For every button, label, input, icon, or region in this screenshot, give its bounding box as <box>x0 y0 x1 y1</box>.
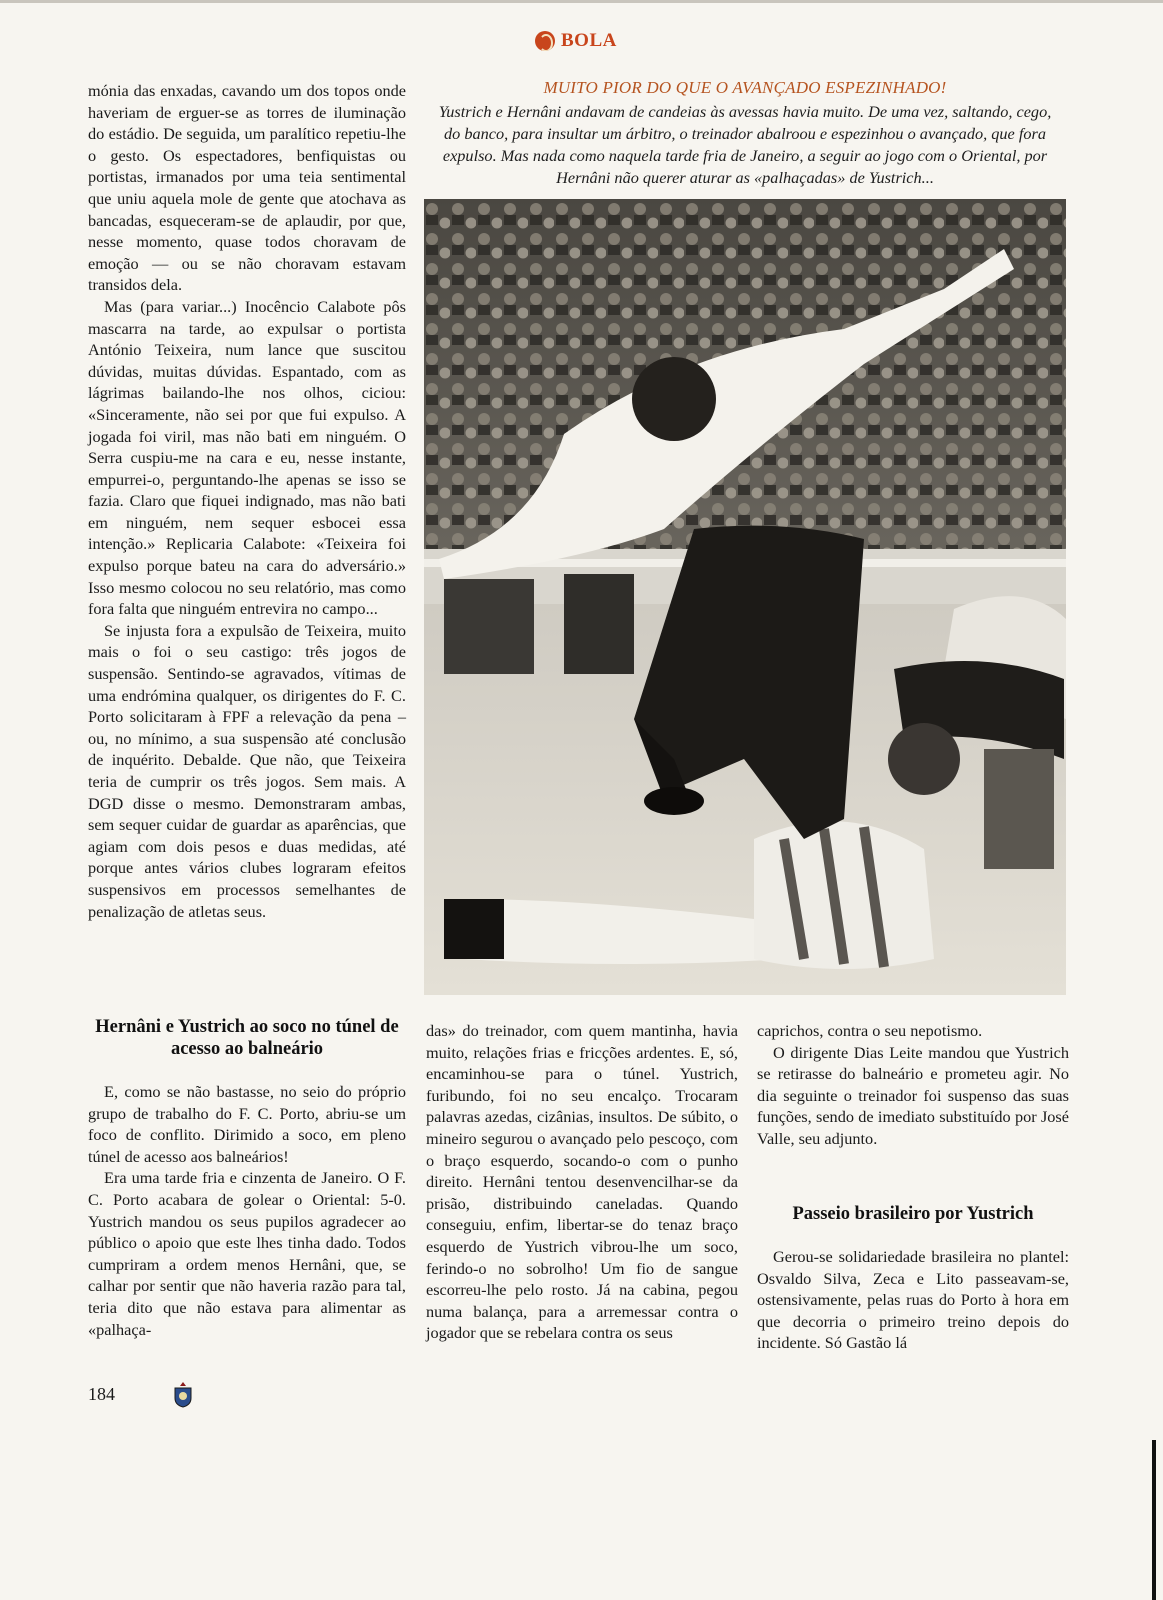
photo-caption-text: Yustrich e Hernâni andavam de candeias às avessas havia muito. De uma vez, saltando, cego, do banco, para insultar um árbitro, o treinador abalroou e espezinhou o avançado, que fora expulso. Mas nada como naquela tarde fria de Janeiro, a seguir ao jogo com o Oriental, por Hernâni não querer aturar as «palhaçadas» de Yustrich... <box>438 102 1052 187</box>
column-3-lower <box>757 1246 1069 1354</box>
paragraph: Era uma tarde fria e cinzenta de Janeiro. O F. C. Porto acabara de golear o Oriental: 5-0. Yustrich mandou os seus pupilos agradecer ao público o apoio que este lhes tinha dado. Todos cumpriram a ordem menos Hernâni, que, se calhar por sentir que não haveria razão para tal, teria dito que não estava para alimentar as «palhaça- <box>88 1168 406 1339</box>
page-number: 184 <box>88 1384 115 1404</box>
page-top-edge <box>0 0 1163 3</box>
masthead <box>535 30 617 52</box>
paragraph: das» do treinador, com quem mantinha, havia muito, relações frias e fricções ardentes. E, só, encaminhou-se para o túnel. Yustrich, furibundo, foi no seu encalço. Trocaram palavras azedas, cizânias, insultos. De súbito, o mineiro segurou o avançado pelo pescoço, com o braço esquerdo, socando-o com o punho direito. Hernâni tentou desenvencilhar-se da prisão, distribuindo caneladas. Quando conseguiu, enfim, libertar-se do tenaz braço esquerdo de Yustrich vibrou-lhe um soco, ferindo-o no sobrolho! Um fio de sangue escorreu-lhe pelo rosto. Já na cabina, pegou numa balança, para a arremessar contra o jogador que se rebelara contra os seus <box>426 1021 738 1343</box>
column-3 <box>757 1020 1069 1150</box>
photo-caption-title: MUITO PIOR DO QUE O AVANÇADO ESPEZINHADO! <box>543 78 947 97</box>
paragraph: Se injusta fora a expulsão de Teixeira, muito mais o foi o seu castigo: três jogos de suspensão. Sentindo-se agravados, vítimas de uma endrómina qualquer, os dirigentes do F. C. Porto solicitaram à FPF a relevação da pena – ou, no mínimo, a sua suspensão até conclusão de inquérito. Debalde. Que não, que Teixeira teria de cumprir os três jogos. Sem mais. A DGD disse o mesmo. Demonstraram ambas, sem sequer cuidar de guardar as aparências, que agiam com dois pesos e duas medidas, até porque antes vários clubes lograram efeitos suspensivos em processos semelhantes de penalização de atletas seus. <box>88 620 406 921</box>
masthead-brand: BOLA <box>561 30 617 51</box>
paragraph: mónia das enxadas, cavando um dos topos onde haveriam de erguer-se as torres de iluminação do estádio. De seguida, um paralítico repetiu-lhe o gesto. Os espectadores, benfiquistas ou portistas, irmanados por uma teia sentimental que uniu aquela mole de gente que atochava as bancadas, esqueceram-se de aplaudir, por que, nesse momento, quase todos choravam de emoção — ou se não choravam estavam transidos dela. <box>88 81 406 295</box>
photo-illustration <box>424 199 1066 995</box>
column-1-lower <box>88 1081 406 1340</box>
paragraph: E, como se não bastasse, no seio do próprio grupo de trabalho do F. C. Porto, abriu-se um foco de conflito. Dirimido a soco, em pleno túnel de acesso aos balneários! <box>88 1082 406 1166</box>
photo-yustrich-hernani <box>424 199 1066 995</box>
section-heading-hernani-yustrich: Hernâni e Yustrich ao soco no túnel de acesso ao balneário <box>95 1017 399 1059</box>
binding-shadow <box>1152 1440 1156 1600</box>
column-2 <box>426 1020 738 1344</box>
ball-logo-icon <box>535 31 555 51</box>
paragraph: Gerou-se solidariedade brasileira no plantel: Osvaldo Silva, Zeca e Lito passeavam-se, ostensivamente, pelas ruas do Porto à hora em que decorria o primeiro treino depois do incidente. Só Gastão lá <box>757 1247 1069 1353</box>
paragraph: Mas (para variar...) Inocêncio Calabote pôs mascarra na tarde, ao expulsar o portista António Teixeira, num lance que suscitou dúvidas, muitas dúvidas. Espantado, com as lágrimas bailando-lhe nos olhos, ciciou: «Sinceramente, não sei por que fui expulso. A jogada foi viril, mas não bati em ninguém. O Serra cuspiu-me na cara e eu, nesse instante, empurrei-o, perguntando-lhe apenas se isso se fazia. Claro que fiquei indignado, mas não bati em ninguém, nem sequer esbocei essa intenção.» Replicaria Calabote: «Teixeira foi expulso porque bateu na cara do adversário.» Isso mesmo colocou no seu relatório, mas como fora falta que ninguém entrevira no campo... <box>88 296 406 619</box>
column-1 <box>88 80 406 922</box>
fc-porto-crest-icon <box>172 1380 194 1408</box>
paragraph: caprichos, contra o seu nepotismo. <box>757 1021 983 1040</box>
section-heading-passeio-brasileiro: Passeio brasileiro por Yustrich <box>792 1204 1034 1224</box>
paragraph: O dirigente Dias Leite mandou que Yustrich se retirasse do balneário e prometeu agir. No dia seguinte o treinador foi suspenso das suas funções, sendo de imediato substituído por José Valle, seu adjunto. <box>757 1042 1069 1148</box>
